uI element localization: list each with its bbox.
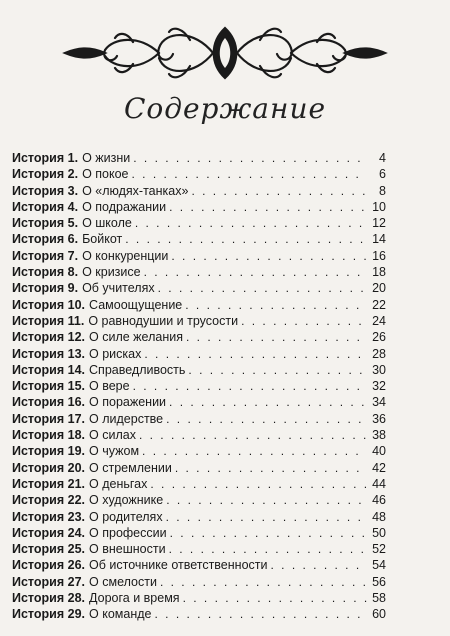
toc-entry-prefix: История [12, 379, 65, 394]
toc-entry-number [12, 183, 78, 199]
toc-entry [12, 394, 386, 410]
toc-entry-page: 52 [372, 542, 386, 557]
toc-leader-dots [125, 231, 367, 247]
toc-leader-dots [183, 590, 367, 606]
toc-entry-prefix: История [12, 476, 65, 491]
toc-entry-prefix: История [12, 232, 65, 247]
toc-entry-prefix: История [12, 281, 65, 296]
toc-entry-index: 3. [67, 183, 79, 198]
toc-entry-number [12, 525, 85, 541]
toc-entry-number [12, 574, 85, 590]
toc-entry-number [12, 557, 85, 573]
toc-entry-page: 54 [372, 558, 386, 573]
toc-leader-dots [166, 411, 367, 427]
toc-entry-prefix: История [12, 509, 65, 524]
toc-entry-prefix: История [12, 444, 65, 459]
toc-entry-title: О «людях-танках» [82, 183, 189, 198]
toc-entry-page: 22 [372, 297, 386, 312]
toc-entry-index: 6. [67, 232, 79, 247]
toc-entry-page: 46 [372, 493, 386, 508]
decorative-ornament [55, 20, 395, 86]
toc-leader-dots [135, 215, 367, 231]
toc-entry-page: 26 [372, 330, 386, 345]
toc-entry-number [12, 443, 85, 459]
toc-entry-title: О школе [82, 216, 132, 231]
toc-leader-dots [186, 329, 367, 345]
toc-leader-dots [191, 183, 367, 199]
toc-entry-number [12, 492, 85, 508]
toc-entry-title: О поражении [89, 395, 167, 410]
toc-entry [12, 525, 386, 541]
toc-entry-page: 18 [372, 265, 386, 280]
toc-leader-dots [166, 509, 367, 525]
toc-entry-prefix: История [12, 493, 65, 508]
toc-entry-prefix: История [12, 558, 65, 573]
toc-entry-title: О подражании [82, 199, 167, 214]
toc-entry-page: 14 [372, 232, 386, 247]
toc-leader-dots [270, 557, 367, 573]
toc-entry-number [12, 329, 85, 345]
toc-entry-title: О чужом [89, 444, 140, 459]
toc-entry-title: Об учителях [82, 281, 155, 296]
toc-leader-dots [154, 606, 367, 622]
toc-entry-title: О внешности [89, 542, 166, 557]
toc-entry-page: 48 [372, 509, 386, 524]
toc-entry-index: 13. [67, 346, 86, 361]
toc-leader-dots [132, 166, 367, 182]
toc-leader-dots [133, 378, 367, 394]
toc-entry-index: 1. [67, 151, 79, 165]
toc-entry-page: 4 [379, 151, 386, 165]
toc-entry-number [12, 394, 85, 410]
toc-entry [12, 346, 386, 362]
toc-leader-dots [144, 264, 367, 280]
toc-entry-index: 29. [67, 607, 86, 622]
toc-entry-title: О покое [82, 167, 129, 182]
toc-entry [12, 199, 386, 215]
toc-entry-number [12, 248, 78, 264]
toc-leader-dots [185, 297, 367, 313]
toc-entry-index: 21. [67, 476, 86, 491]
toc-leader-dots [160, 574, 367, 590]
toc-entry-prefix: История [12, 542, 65, 557]
toc-entry-index: 17. [67, 411, 86, 426]
toc-entry-index: 20. [67, 460, 86, 475]
toc-entry-prefix: История [12, 297, 65, 312]
toc-entry-page: 60 [372, 607, 386, 622]
toc-entry [12, 231, 386, 247]
toc-entry [12, 411, 386, 427]
toc-entry-page: 34 [372, 395, 386, 410]
toc-entry-page: 38 [372, 428, 386, 443]
toc-entry-index: 23. [67, 509, 86, 524]
toc-entry-page: 24 [372, 313, 386, 328]
toc-entry [12, 541, 386, 557]
toc-entry-title: О стремлении [89, 460, 172, 475]
toc-entry [12, 329, 386, 345]
toc-entry-number [12, 378, 85, 394]
toc-entry-number [12, 280, 78, 296]
toc-entry-number [12, 346, 85, 362]
toc-entry [12, 313, 386, 329]
toc-entry-page: 36 [372, 411, 386, 426]
toc-entry-page: 28 [372, 346, 386, 361]
toc-entry-page: 44 [372, 476, 386, 491]
toc-leader-dots [175, 460, 367, 476]
toc-entry-index: 11. [67, 313, 85, 328]
toc-entry-number [12, 150, 78, 166]
toc-entry [12, 557, 386, 573]
toc-entry-number [12, 541, 85, 557]
toc-leader-dots [169, 541, 367, 557]
toc-entry-title: Самоощущение [89, 297, 183, 312]
toc-entry-prefix: История [12, 216, 65, 231]
toc-entry-number [12, 427, 85, 443]
toc-entry-prefix: История [12, 167, 65, 182]
toc-entry-number [12, 264, 78, 280]
toc-entry-page: 16 [372, 248, 386, 263]
toc-leader-dots [144, 346, 367, 362]
toc-heading: Содержание [123, 92, 327, 125]
toc-entry-title: О родителях [89, 509, 163, 524]
toc-entry [12, 606, 386, 622]
toc-entry-title: О профессии [89, 525, 167, 540]
toc-entry [12, 443, 386, 459]
toc-entry-index: 9. [67, 281, 79, 296]
toc-entry-page: 40 [372, 444, 386, 459]
toc-leader-dots [170, 525, 367, 541]
toc-entry-page: 20 [372, 281, 386, 296]
toc-entry-prefix: История [12, 591, 65, 606]
toc-entry-prefix: История [12, 151, 65, 165]
toc-entry-prefix: История [12, 313, 65, 328]
toc-entry [12, 427, 386, 443]
toc-entry [12, 166, 386, 182]
toc-leader-dots [150, 476, 367, 492]
toc-entry [12, 378, 386, 394]
toc-entry-title: О силе желания [89, 330, 183, 345]
toc-entry-index: 2. [67, 167, 79, 182]
toc-entry-page: 10 [372, 199, 386, 214]
toc-entry-number [12, 215, 78, 231]
toc-entry-title: О художнике [89, 493, 164, 508]
table-of-contents [12, 150, 386, 623]
toc-entry-prefix: История [12, 428, 65, 443]
toc-entry-index: 7. [67, 248, 79, 263]
toc-entry-number [12, 297, 85, 313]
toc-entry-prefix: История [12, 574, 65, 589]
toc-entry-prefix: История [12, 460, 65, 475]
toc-entry-page: 6 [379, 167, 386, 182]
toc-entry-title: Дорога и время [89, 591, 180, 606]
toc-entry [12, 492, 386, 508]
toc-entry [12, 280, 386, 296]
toc-entry-title: О равнодушии и трусости [88, 313, 239, 328]
toc-entry-title: Об источнике ответственности [89, 558, 268, 573]
toc-entry-page: 8 [379, 183, 386, 198]
toc-entry-number [12, 590, 85, 606]
toc-entry-prefix: История [12, 395, 65, 410]
toc-entry [12, 590, 386, 606]
toc-entry-number [12, 476, 85, 492]
toc-entry-title: О кризисе [82, 265, 141, 280]
toc-entry [12, 509, 386, 525]
toc-entry [12, 460, 386, 476]
toc-entry-prefix: История [12, 183, 65, 198]
toc-entry [12, 264, 386, 280]
toc-leader-dots [241, 313, 367, 329]
toc-entry-title: О рисках [89, 346, 142, 361]
toc-entry [12, 183, 386, 199]
toc-entry-index: 10. [67, 297, 86, 312]
toc-entry-title: Бойкот [82, 232, 123, 247]
toc-entry-title: О лидерстве [89, 411, 164, 426]
toc-entry-index: 14. [67, 362, 86, 377]
toc-leader-dots [166, 492, 367, 508]
toc-entry-number [12, 313, 84, 329]
toc-entry-title: О конкуренции [82, 248, 169, 263]
toc-entry-index: 27. [67, 574, 86, 589]
toc-entry-prefix: История [12, 199, 65, 214]
toc-entry-number [12, 509, 85, 525]
toc-entry-prefix: История [12, 607, 65, 622]
toc-leader-dots [158, 280, 367, 296]
toc-entry-prefix: История [12, 265, 65, 280]
toc-entry-page: 50 [372, 525, 386, 540]
toc-leader-dots [171, 248, 367, 264]
toc-entry-title: О жизни [82, 151, 131, 165]
toc-entry [12, 362, 386, 378]
toc-entry-number [12, 362, 85, 378]
toc-entry-index: 8. [67, 265, 79, 280]
toc-entry-prefix: История [12, 525, 65, 540]
toc-entry-page: 42 [372, 460, 386, 475]
toc-entry-index: 5. [67, 216, 79, 231]
toc-entry [12, 297, 386, 313]
toc-entry-number [12, 606, 85, 622]
toc-entry [12, 574, 386, 590]
toc-entry-page: 12 [372, 216, 386, 231]
toc-entry-number [12, 460, 85, 476]
toc-entry-page: 32 [372, 379, 386, 394]
toc-entry-index: 4. [67, 199, 79, 214]
toc-entry-page: 56 [372, 574, 386, 589]
toc-entry-number [12, 199, 78, 215]
toc-entry-number [12, 411, 85, 427]
ornament-graphic [55, 20, 395, 86]
toc-entry [12, 215, 386, 231]
toc-entry-index: 15. [67, 379, 86, 394]
toc-entry-title: О силах [89, 428, 136, 443]
toc-entry-prefix: История [12, 411, 65, 426]
toc-entry-prefix: История [12, 362, 65, 377]
toc-entry-index: 22. [67, 493, 86, 508]
toc-entry-prefix: История [12, 330, 65, 345]
toc-entry-index: 25. [67, 542, 86, 557]
toc-leader-dots [169, 199, 367, 215]
toc-entry-index: 16. [67, 395, 86, 410]
toc-leader-dots [133, 150, 367, 166]
toc-entry-index: 26. [67, 558, 86, 573]
toc-leader-dots [169, 394, 367, 410]
toc-entry-index: 19. [67, 444, 86, 459]
toc-entry [12, 248, 386, 264]
toc-entry-index: 24. [67, 525, 86, 540]
toc-entry-title: О деньгах [89, 476, 148, 491]
toc-entry-prefix: История [12, 248, 65, 263]
toc-entry-title: Справедливость [89, 362, 186, 377]
toc-leader-dots [142, 443, 367, 459]
toc-entry [12, 150, 386, 166]
toc-entry-number [12, 166, 78, 182]
toc-entry-number [12, 231, 78, 247]
toc-entry-title: О смелости [89, 574, 157, 589]
toc-leader-dots [188, 362, 367, 378]
toc-entry-prefix: История [12, 346, 65, 361]
toc-entry-index: 12. [67, 330, 86, 345]
toc-entry-title: О команде [89, 607, 152, 622]
toc-entry-index: 28. [67, 591, 86, 606]
toc-entry-title: О вере [89, 379, 130, 394]
toc-entry [12, 476, 386, 492]
toc-entry-page: 30 [372, 362, 386, 377]
toc-entry-index: 18. [67, 428, 86, 443]
toc-leader-dots [139, 427, 367, 443]
toc-entry-page: 58 [372, 591, 386, 606]
